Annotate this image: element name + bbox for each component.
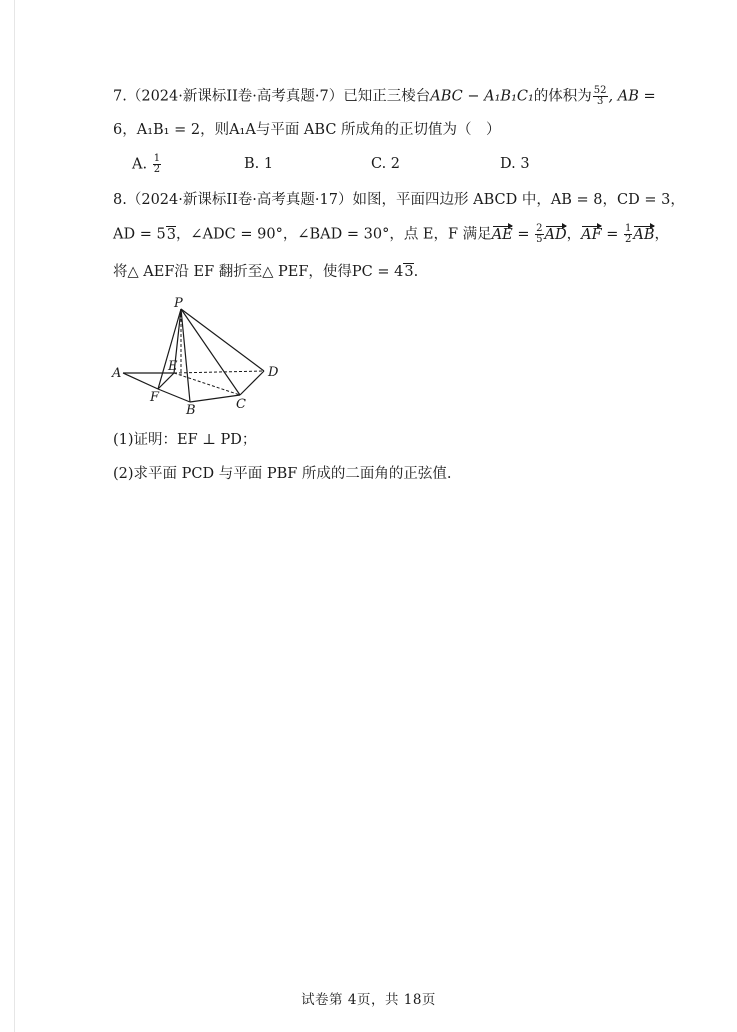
q8-line-3: 将△ AEF沿 EF 翻折至△ PEF，使得PC = 43. [113, 264, 419, 280]
vector-ad: AD [544, 226, 567, 243]
vector-ae: AE [491, 226, 513, 243]
q8-line-2: AD = 53，∠ADC = 90°，∠BAD = 30°，点 E，F 满足AE = $\frac{2}{5}$ AD，AF = $\frac{1}{2}$ AB， [113, 223, 670, 245]
q7-option-b[interactable]: B. 1 [244, 156, 274, 172]
page-margin-line [14, 0, 15, 1032]
edge-fb [158, 389, 190, 402]
q8-line-1 [113, 190, 685, 210]
page-footer: 试卷第 4页，共 18页 [301, 992, 436, 1008]
label-f: F [150, 390, 160, 405]
edge-bc [190, 395, 240, 402]
q7-option-a[interactable]: A. $\frac{1}{2}$ [132, 153, 161, 175]
q8-source: （2024·新课标II卷·高考真题·17） [126, 192, 353, 208]
edge-ec-dashed [174, 373, 240, 395]
q7-option-c[interactable]: C. 2 [371, 156, 401, 172]
q7-text-a: 已知正三棱台 [343, 88, 431, 105]
q7-frustum: ABC − A₁B₁C₁ [430, 88, 534, 105]
q8-part-1: (1)证明：EF ⊥ PD； [113, 432, 257, 448]
edge-pb [181, 309, 190, 402]
q7-text-c: , AB = [608, 88, 656, 105]
label-b: B [186, 403, 196, 418]
vector-ab: AB [633, 226, 655, 243]
label-p: P [174, 296, 183, 311]
q7-source: （2024·新课标II卷·高考真题·7） [126, 88, 344, 105]
vector-af: AF [581, 226, 602, 243]
q8-text-a: 如图，平面四边形 ABCD 中，AB = 8，CD = 3， [352, 192, 685, 208]
edge-cd [240, 371, 264, 395]
q7-line-1 [113, 86, 656, 107]
label-e: E [168, 359, 178, 374]
q8-part-2: (2)求平面 PCD 与平面 PBF 所成的二面角的正弦值. [113, 466, 452, 482]
q7-line-2: 6，A₁B₁ = 2，则A₁A与平面 ABC 所成角的正切值为（ ） [113, 122, 501, 138]
label-d: D [268, 365, 279, 380]
q7-number: 7. [113, 88, 127, 105]
q7-text-b: 的体积为 [533, 88, 592, 105]
label-a: A [112, 366, 122, 381]
label-c: C [236, 397, 246, 412]
edge-pd [181, 309, 264, 371]
geometry-figure [108, 295, 288, 420]
q7-option-d[interactable]: D. 3 [500, 156, 530, 172]
q7-volume-fraction: $\frac{52}{3}$ [593, 85, 607, 107]
q8-number: 8. [113, 192, 127, 208]
edge-pc [181, 309, 240, 395]
edge-af [123, 373, 158, 389]
